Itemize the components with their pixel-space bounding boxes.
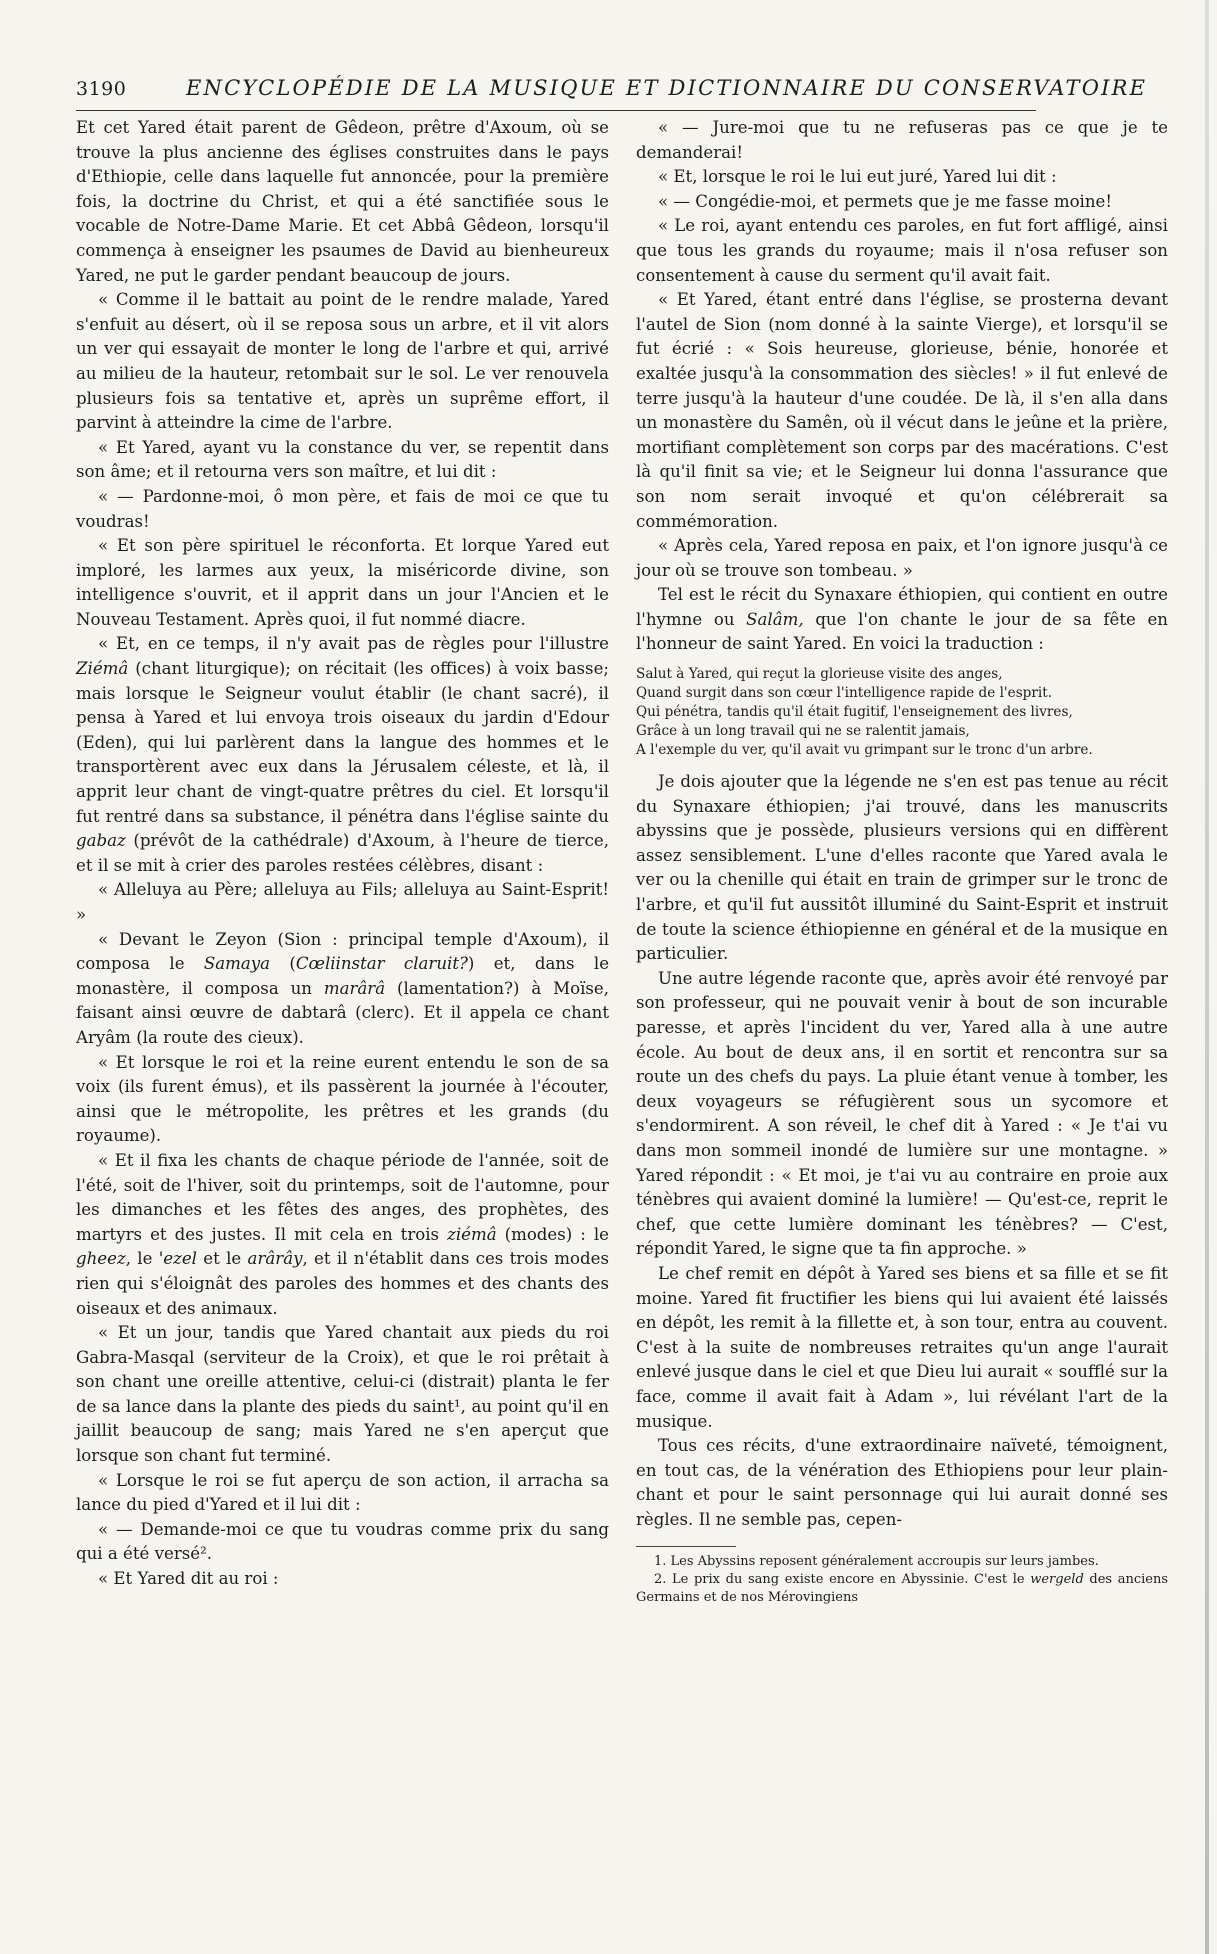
text-run: (chant liturgique); on récitait (les offices) à voix basse; mais lorsque le Seigneur voulut établir (le chant sacré), il pensa à Yared et lui envoya trois oiseaux du jardin d'Edour (Eden), qui lui parlèrent dans la langue des hommes et le transportèrent avec eux dans la Jérusalem céleste, et là, il apprit leur chant de vingt-quatre prêtres du ciel. Et lorsqu'il fut rentré dans sa substance, il pénétra dans l'église sainte du	[76, 659, 609, 826]
paragraph: « Après cela, Yared reposa en paix, et l'on ignore jusqu'à ce jour où se trouve son tombeau. »	[636, 536, 1168, 580]
italic-term: gheez	[76, 1249, 126, 1269]
paragraph: « Et lorsque le roi et la reine eurent entendu le son de sa voix (ils furent émus), et ils passèrent la journée à l'écouter, ainsi que le métropolite, les prêtres et les grands (du royaume).	[76, 1052, 609, 1146]
paragraph: « — Congédie-moi, et permets que je me fasse moine!	[658, 191, 1113, 211]
footnote	[636, 1571, 1168, 1607]
text-run: , et il n'établit dans ces trois modes rien qui s'éloignât des paroles des hommes et des chants des oiseaux et des animaux.	[76, 1249, 609, 1318]
footnote-divider	[636, 1546, 736, 1547]
paragraph: « Le roi, ayant entendu ces paroles, en fut fort affligé, ainsi que tous les grands du royaume; mais il n'osa refuser son consentement à cause du serment qu'il avait fait.	[636, 216, 1168, 285]
italic-term: arârây	[247, 1249, 303, 1269]
paragraph: Je dois ajouter que la légende ne s'en est pas tenue au récit du Synaxare éthiopien; j'ai trouvé, dans les manuscrits abyssins que je possède, plusieurs versions qui en diffèrent assez sensiblement. L'une d'elles raconte que Yared avala le ver ou la chenille qui était en train de grimper sur le tronc de l'arbre, et qu'il fut aussitôt illuminé du Saint-Esprit et instruit de toute la science éthiopienne en général et de la musique en particulier.	[636, 772, 1168, 964]
paragraph: « — Jure-moi que tu ne refuseras pas ce que je te demanderai!	[636, 118, 1168, 162]
text-run: ) et, dans le monastère, il composa un	[76, 954, 610, 998]
paragraph	[76, 632, 609, 878]
poem-line: Qui pénétra, tandis qu'il était fugitif, l'enseignement des livres,	[636, 704, 1073, 721]
italic-term: Ziémâ	[76, 659, 129, 679]
paragraph: « Comme il le battait au point de le rendre malade, Yared s'enfuit au désert, où il se reposa sous un arbre, et il vit alors un ver qui essayait de monter le long de l'arbre et qui, arrivé au milieu de la hauteur, retombait sur le sol. Le ver renouvela plusieurs fois sa tentative et, après un suprême effort, il parvint à atteindre la cime de l'arbre.	[76, 290, 609, 433]
left-column	[76, 116, 609, 1592]
paragraph	[76, 928, 609, 1051]
paragraph: « Et Yared, étant entré dans l'église, se prosterna devant l'autel de Sion (nom donné à la sainte Vierge), et lorsqu'il se fut écrié : « Sois heureuse, glorieuse, bénie, honorée et exaltée jusqu'à la consommation des siècles! » il fut enlevé de terre jusqu'à la hauteur d'une coudée. De là, il s'en alla dans un monastère du Samên, où il vécut dans le jeûne et la prière, mortifiant complètement son corps par des macérations. C'est là qu'il finit sa vie; et le Seigneur lui donna l'assurance que son nom serait invoqué et qu'on célébrerait sa commémoration.	[636, 290, 1168, 531]
hymn-translation	[636, 665, 1168, 760]
text-run: et le	[197, 1249, 248, 1269]
text-run: , le	[125, 1249, 159, 1269]
text-run: que l'on chante le jour de sa fête en l'honneur de saint Yared. En voici la traduction :	[636, 609, 1168, 654]
text-run: « Devant le Zeyon (Sion : principal temple d'Axoum), il composa le	[76, 929, 609, 974]
paragraph: Le chef remit en dépôt à Yared ses biens et sa fille et se fit moine. Yared fit fructifier les biens qui lui avaient été laissés en dépôt, les remit à la fillette et, à son tour, entra au couvent. C'est à la suite de nombreuses retraites qu'un ange l'aurait enlevé jusque dans le ciel et que Dieu lui aurait « soufflé sur la face, comme il avait fait à Adam », lui révélant l'art de la musique.	[636, 1263, 1168, 1431]
paragraph: « Et son père spirituel le réconforta. Et lorque Yared eut imploré, les larmes aux yeux, la miséricorde divine, son intelligence s'ouvrit, et il apprit dans un jour l'Ancien et le Nouveau Testament. Après quoi, il fut nommé diacre.	[76, 536, 609, 629]
running-title: ENCYCLOPÉDIE DE LA MUSIQUE ET DICTIONNAIRE DU CONSERVATOIRE	[186, 76, 1148, 100]
paragraph: « Et, lorsque le roi le lui eut juré, Yared lui dit :	[658, 167, 1057, 187]
italic-term: marârâ	[323, 978, 386, 998]
paragraph	[636, 583, 1168, 657]
page-header	[76, 76, 1148, 111]
paragraph: « Et Yared dit au roi :	[98, 1569, 279, 1589]
poem-line: Quand surgit dans son cœur l'intelligence rapide de l'esprit.	[636, 685, 1053, 702]
paragraph: Tous ces récits, d'une extraordinaire naïveté, témoignent, en tout cas, de la vénération des Ethiopiens pour leur plain-chant et pour le saint personnage qui lui aurait donné ses règles. Il ne semble pas, cepen-	[636, 1436, 1168, 1529]
page-number: 3190	[76, 78, 127, 100]
paragraph: « — Pardonne-moi, ô mon père, et fais de moi ce que tu voudras!	[76, 486, 609, 531]
paragraph: « Lorsque le roi se fut aperçu de son action, il arracha sa lance du pied d'Yared et il lui dit :	[76, 1470, 609, 1515]
paragraph: Et cet Yared était parent de Gêdeon, prêtre d'Axoum, où se trouve la plus ancienne des églises construites dans le pays d'Ethiopie, celle dans laquelle fut annoncée, pour la première fois, la doctrine du Christ, et qui a été sanctifiée sous le vocable de Notre-Dame Marie. Et cet Abbâ Gêdeon, lorsqu'il commença à enseigner les psaumes de David au bienheureux Yared, ne put le garder pendant beaucoup de jours.	[76, 118, 609, 285]
paragraph: Une autre légende raconte que, après avoir été renvoyé par son professeur, qui ne pouvait venir à bout de son incurable paresse, et après l'incident du ver, Yared alla à une autre école. Au bout de deux ans, il en sortit et rencontra sur sa route un des chefs du pays. La pluie étant venue à tomber, les deux voyageurs se réfugièrent sous un sycomore et s'endormirent. A son réveil, le chef dit à Yared : « Je t'ai vu dans mon sommeil inondé de lumière sur une montagne. » Yared répondit : « Et moi, je t'ai vu au contraire en proie aux ténèbres qui avaient dominé la lumière! — Qu'est-ce, reprit le chef, que cette lumière dominant les ténèbres? — C'est, répondit Yared, le signe que ta fin approche. »	[636, 968, 1168, 1259]
text-run: (modes) : le	[496, 1224, 609, 1244]
italic-term: Salâm,	[746, 609, 804, 629]
poem-line: Grâce à un long travail qui ne se ralentit jamais,	[636, 723, 970, 740]
paragraph: « — Demande-moi ce que tu voudras comme prix du sang qui a été versé².	[76, 1519, 609, 1564]
poem-line: Salut à Yared, qui reçut la glorieuse visite des anges,	[636, 666, 1003, 683]
paragraph: « Et un jour, tandis que Yared chantait aux pieds du roi Gabra-Masqal (serviteur de la Croix), et que le roi prêtait à son chant une oreille attentive, celui-ci (distrait) planta le fer de sa lance dans la plante des pieds du saint¹, au point qu'il en jaillit beaucoup de sang; mais Yared ne s'en aperçut que lorsque son chant fut terminé.	[76, 1323, 609, 1466]
page-edge	[1205, 0, 1209, 1954]
italic-term: gabaz	[76, 831, 126, 851]
text-run: 2. Le prix du sang existe encore en Abyssinie. C'est le	[654, 1572, 1031, 1588]
text-run: « Et il fixa les chants de chaque période de l'année, soit de l'été, soit de l'hiver, soit du printemps, soit de l'automne, pour les dimanches et les fêtes des anges, des prophètes, des martyrs et des justes. Il mit cela en trois	[76, 1150, 609, 1244]
text-run: « Et, en ce temps, il n'y avait pas de règles pour l'illustre	[98, 634, 609, 654]
text-run: (lamentation?) à Moïse, faisant ainsi œuvre de dabtarâ (clerc). Et il appela ce chant Aryâm (la route des cieux).	[76, 978, 609, 1047]
footnotes	[636, 1553, 1168, 1607]
italic-term: Cœliinstar claruit?	[295, 954, 468, 974]
text-run: Tel est le récit du Synaxare éthiopien, qui contient en outre l'hymne ou	[636, 585, 1168, 629]
right-column	[636, 116, 1168, 1607]
italic-term: Samaya	[203, 954, 271, 974]
paragraph: « Alleluya au Père; alleluya au Fils; alleluya au Saint-Esprit! »	[76, 880, 609, 924]
paragraph: « Et Yared, ayant vu la constance du ver, se repentit dans son âme; et il retourna vers son maître, et lui dit :	[76, 437, 609, 482]
text-run: (prévôt de la cathédrale) d'Axoum, à l'heure de tierce, et il se mit à crier des paroles restées célèbres, disant :	[76, 831, 609, 875]
paragraph	[76, 1149, 609, 1321]
footnote: 1. Les Abyssins reposent généralement accroupis sur leurs jambes.	[654, 1554, 1099, 1570]
text-run: (	[270, 954, 296, 974]
text-run: des anciens Germains et de nos Mérovingiens	[636, 1572, 1169, 1606]
poem-line: A l'exemple du ver, qu'il avait vu grimpant sur le tronc d'un arbre.	[636, 742, 1093, 759]
italic-term: ziémâ	[447, 1224, 497, 1244]
italic-term: 'ezel	[158, 1249, 197, 1269]
italic-term: wergeld	[1030, 1572, 1084, 1588]
